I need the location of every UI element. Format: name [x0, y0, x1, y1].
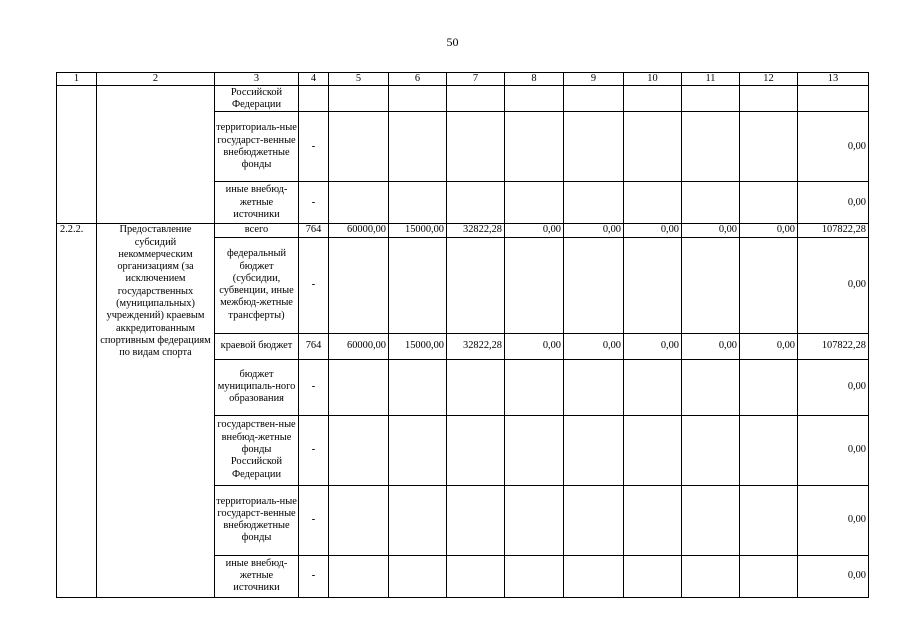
value-cell: [329, 86, 389, 112]
column-header: 10: [624, 73, 682, 86]
budget-table: [56, 72, 869, 598]
value-cell: [447, 485, 505, 555]
total-cell: 0,00: [798, 485, 869, 555]
value-cell: [740, 182, 798, 224]
column-header: 7: [447, 73, 505, 86]
continuation-number-cell: [57, 86, 97, 224]
value-cell: [564, 112, 624, 182]
code-cell: -: [299, 237, 329, 333]
total-cell: 0,00: [798, 415, 869, 485]
value-cell: [329, 112, 389, 182]
funding-source-cell: иные внебюд-жетные источники: [215, 555, 299, 597]
total-cell: 0,00: [798, 359, 869, 415]
column-header: 9: [564, 73, 624, 86]
value-cell: [447, 555, 505, 597]
column-header: 1: [57, 73, 97, 86]
value-cell: [505, 237, 564, 333]
column-header: 11: [682, 73, 740, 86]
item-number-cell: 2.2.2.: [57, 224, 97, 597]
value-cell: [682, 485, 740, 555]
column-header: 3: [215, 73, 299, 86]
value-cell: [505, 86, 564, 112]
value-cell: [624, 415, 682, 485]
value-cell: [329, 555, 389, 597]
value-cell: [682, 182, 740, 224]
value-cell: 15000,00: [389, 224, 447, 237]
value-cell: [740, 415, 798, 485]
value-cell: [564, 555, 624, 597]
column-header: 8: [505, 73, 564, 86]
table-row: [57, 224, 869, 237]
value-cell: [624, 359, 682, 415]
value-cell: 0,00: [682, 333, 740, 359]
value-cell: 0,00: [740, 333, 798, 359]
funding-source-cell: государствен-ные внебюд-жетные фонды Российской Федерации: [215, 415, 299, 485]
code-cell: 764: [299, 333, 329, 359]
code-cell: -: [299, 555, 329, 597]
value-cell: [389, 485, 447, 555]
funding-source-cell: Российской Федерации: [215, 86, 299, 112]
total-cell: 0,00: [798, 555, 869, 597]
value-cell: 32822,28: [447, 333, 505, 359]
value-cell: [624, 237, 682, 333]
value-cell: [564, 359, 624, 415]
value-cell: [740, 359, 798, 415]
value-cell: 0,00: [624, 224, 682, 237]
value-cell: [624, 112, 682, 182]
code-cell: -: [299, 485, 329, 555]
value-cell: [505, 485, 564, 555]
value-cell: [389, 237, 447, 333]
funding-source-cell: территориаль-ные государст-венные внебюджетные фонды: [215, 485, 299, 555]
value-cell: [624, 182, 682, 224]
value-cell: 0,00: [624, 333, 682, 359]
value-cell: 0,00: [564, 224, 624, 237]
value-cell: [624, 555, 682, 597]
funding-source-cell: краевой бюджет: [215, 333, 299, 359]
total-cell: 0,00: [798, 182, 869, 224]
column-header: 5: [329, 73, 389, 86]
column-header: 6: [389, 73, 447, 86]
value-cell: [624, 86, 682, 112]
code-cell: -: [299, 415, 329, 485]
value-cell: 60000,00: [329, 224, 389, 237]
funding-source-cell: федеральный бюджет (субсидии, субвенции, иные межбюд-жетные трансферты): [215, 237, 299, 333]
value-cell: [329, 182, 389, 224]
value-cell: [682, 86, 740, 112]
value-cell: [564, 86, 624, 112]
value-cell: [682, 237, 740, 333]
page-number: 50: [446, 35, 459, 49]
value-cell: [564, 237, 624, 333]
value-cell: [329, 485, 389, 555]
total-cell: 0,00: [798, 112, 869, 182]
value-cell: 0,00: [682, 224, 740, 237]
total-cell: 0,00: [798, 237, 869, 333]
value-cell: [447, 86, 505, 112]
code-cell: -: [299, 182, 329, 224]
value-cell: [329, 415, 389, 485]
value-cell: [505, 182, 564, 224]
funding-source-cell: иные внебюд-жетные источники: [215, 182, 299, 224]
value-cell: [564, 182, 624, 224]
value-cell: [389, 86, 447, 112]
funding-source-cell: всего: [215, 224, 299, 237]
column-header: 13: [798, 73, 869, 86]
value-cell: [505, 359, 564, 415]
value-cell: 0,00: [740, 224, 798, 237]
value-cell: [682, 415, 740, 485]
total-cell: 107822,28: [798, 224, 869, 237]
value-cell: 0,00: [505, 333, 564, 359]
value-cell: [447, 237, 505, 333]
item-description-cell: Предоставление субсидий некоммерческим организациям (за исключением государственных (муниципальных) учреждений) краевым аккредитованным спортивным федерациям по видам спорта: [97, 224, 215, 597]
value-cell: [740, 112, 798, 182]
value-cell: [740, 237, 798, 333]
code-cell: -: [299, 359, 329, 415]
value-cell: [682, 359, 740, 415]
value-cell: [505, 555, 564, 597]
value-cell: [389, 359, 447, 415]
code-cell: 764: [299, 224, 329, 237]
code-cell: -: [299, 112, 329, 182]
value-cell: [682, 112, 740, 182]
value-cell: [389, 182, 447, 224]
value-cell: 0,00: [564, 333, 624, 359]
value-cell: 60000,00: [329, 333, 389, 359]
value-cell: [447, 359, 505, 415]
value-cell: [682, 555, 740, 597]
value-cell: [740, 86, 798, 112]
funding-source-cell: территориаль-ные государст-венные внебюджетные фонды: [215, 112, 299, 182]
value-cell: 0,00: [505, 224, 564, 237]
value-cell: [447, 112, 505, 182]
value-cell: [389, 112, 447, 182]
value-cell: [329, 237, 389, 333]
table-row: [57, 86, 869, 112]
value-cell: [505, 112, 564, 182]
value-cell: [389, 415, 447, 485]
value-cell: [505, 415, 564, 485]
value-cell: 32822,28: [447, 224, 505, 237]
total-cell: [798, 86, 869, 112]
column-header: 4: [299, 73, 329, 86]
column-header: 12: [740, 73, 798, 86]
value-cell: [447, 182, 505, 224]
code-cell: [299, 86, 329, 112]
continuation-description-cell: [97, 86, 215, 224]
value-cell: [740, 485, 798, 555]
value-cell: 15000,00: [389, 333, 447, 359]
value-cell: [447, 415, 505, 485]
value-cell: [389, 555, 447, 597]
value-cell: [740, 555, 798, 597]
column-number-row: [57, 73, 869, 86]
column-header: 2: [97, 73, 215, 86]
value-cell: [564, 415, 624, 485]
value-cell: [564, 485, 624, 555]
total-cell: 107822,28: [798, 333, 869, 359]
funding-source-cell: бюджет муниципаль-ного образования: [215, 359, 299, 415]
value-cell: [624, 485, 682, 555]
value-cell: [329, 359, 389, 415]
